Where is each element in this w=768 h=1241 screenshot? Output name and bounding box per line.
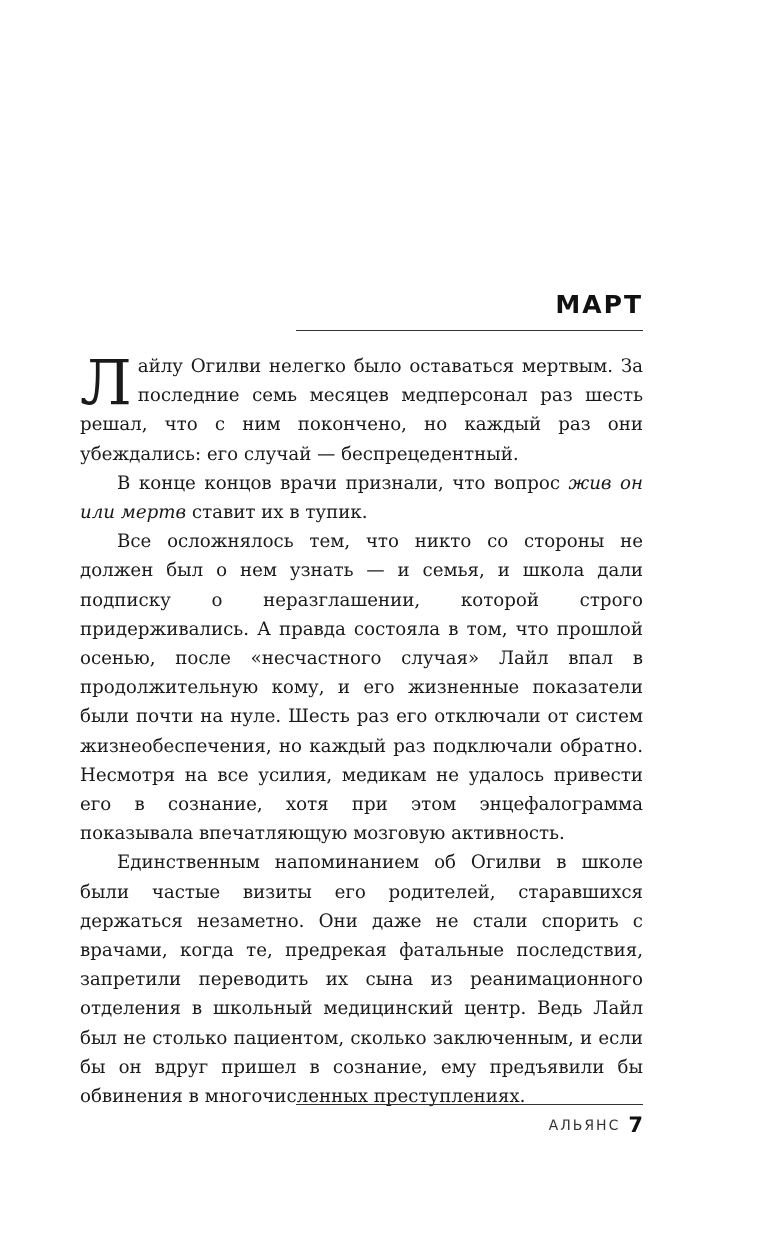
paragraph-2 [80, 469, 643, 527]
paragraph-1-text: айлу Огилви нелегко было оставаться мертвым. За последние семь месяцев медперсонал раз шесть решал, что с ним покончено, но каждый раз они убеждались: его случай — беспрецедентный. [80, 356, 643, 465]
paragraph-3: Все осложнялось тем, что никто со стороны не должен был о нем узнать — и семья, и школа дали подписку о неразглашении, которой строго придерживались. А правда состояла в том, что прошлой осенью, после «несчастного случая» Лайл впал в продолжительную кому, и его жизненные показатели были почти на нуле. Шесть раз его отключали от систем жизнеобеспечения, но каждый раз подключали обратно. Несмотря на все усилия, медикам не удалось привести его в сознание, хотя при этом энцефалограмма показывала впечатляющую мозговую активность. [80, 531, 643, 845]
page-footer [400, 1113, 643, 1137]
chapter-title: МАРТ [555, 290, 643, 319]
paragraph-2-text-before: В конце концов врачи признали, что вопрос [117, 472, 569, 494]
paragraph-2-italic: жив он или мертв [80, 472, 643, 524]
title-divider [296, 330, 643, 331]
page-number: 7 [628, 1113, 643, 1137]
paragraph-2-text-after: ставит их в тупик. [186, 502, 368, 524]
running-title: АЛЬЯНС [548, 1118, 621, 1134]
paragraph-1 [80, 346, 643, 469]
footer-divider [296, 1104, 643, 1105]
chapter-body [80, 346, 643, 1111]
drop-cap: Л [80, 346, 132, 419]
paragraph-4: Единственным напоминанием об Огилви в школе были частые визиты его родителей, старавшихся держаться незаметно. Они даже не стали спорить с врачами, когда те, предрекая фатальные последствия, запретили переводить их сына из реанимационного отделения в школьный медицинский центр. Ведь Лайл был не столько пациентом, сколько заключенным, и если бы он вдруг пришел в сознание, ему предъявили бы обвинения в многочисленных преступлениях. [80, 852, 643, 1108]
